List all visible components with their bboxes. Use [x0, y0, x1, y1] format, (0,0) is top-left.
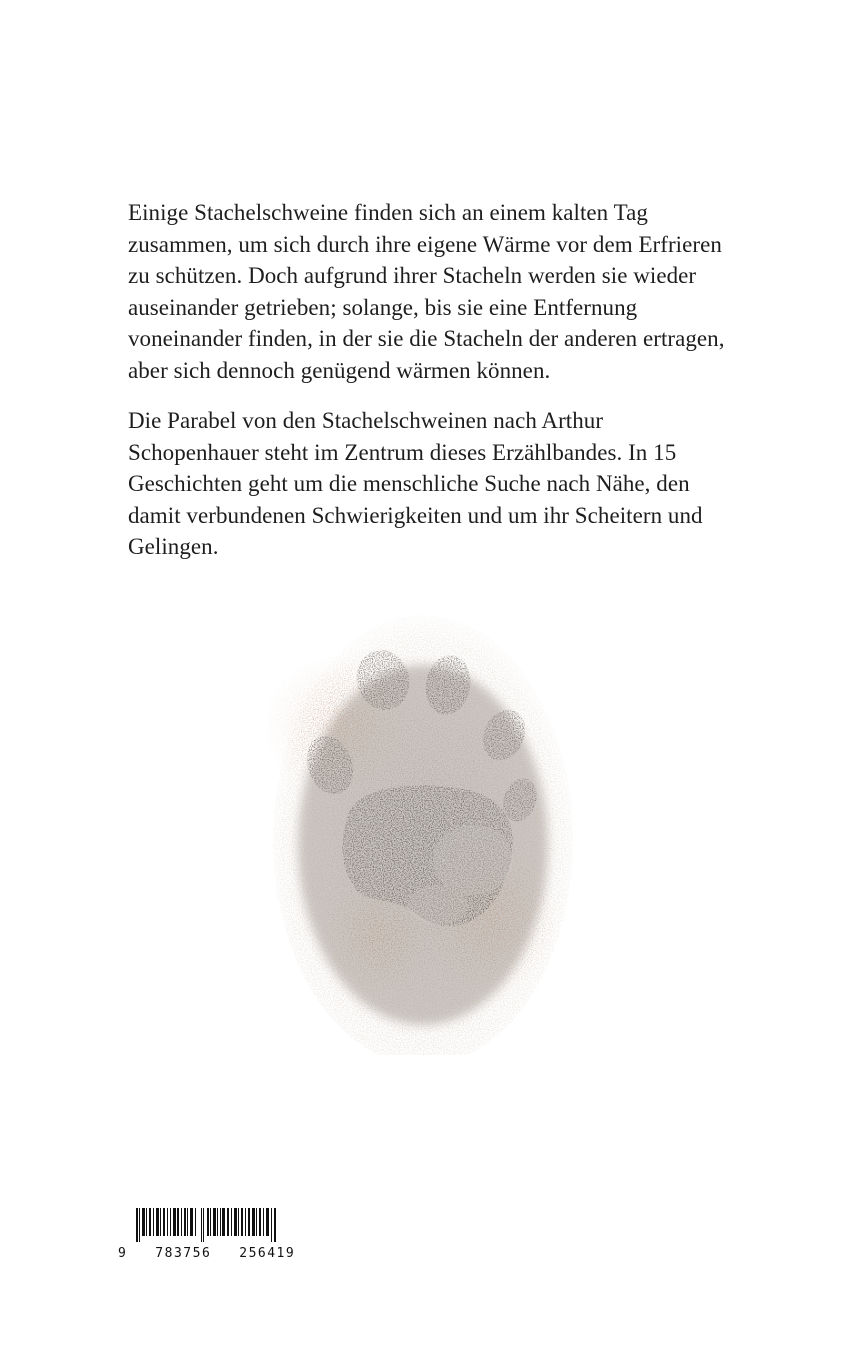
text-line: damit verbundenen Schwierigkeiten und um ihr Scheitern und: [128, 502, 703, 528]
text-line: zusammen, um sich durch ihre eigene Wärme vor dem Erfrieren: [128, 231, 722, 257]
text-line: Schopenhauer steht im Zentrum dieses Erzählbandes. In 15: [128, 439, 677, 465]
text-line: zu schützen. Doch aufgrund ihrer Stacheln werden sie wieder: [128, 263, 697, 288]
blurb-paragraph-2: [128, 405, 728, 563]
text-line: Geschichten geht um die menschliche Suche nach Nähe, den: [128, 471, 690, 496]
isbn-number: 9 783756 256419: [118, 1246, 296, 1261]
text-line: aber sich dennoch genügend wärmen können.: [128, 357, 551, 383]
text-line: Die Parabel von den Stachelschweinen nach Arthur: [128, 408, 604, 433]
blurb-paragraph-1: [128, 197, 728, 386]
paw-print-icon: [268, 585, 578, 1055]
isbn-barcode: [118, 1208, 296, 1264]
text-line: voneinander finden, in der sie die Stacheln der anderen ertragen,: [128, 326, 725, 351]
text-line: Einige Stachelschweine finden sich an einem kalten Tag: [128, 200, 648, 225]
text-line: Gelingen.: [128, 534, 219, 559]
text-line: auseinander getrieben; solange, bis sie eine Entfernung: [128, 294, 638, 320]
